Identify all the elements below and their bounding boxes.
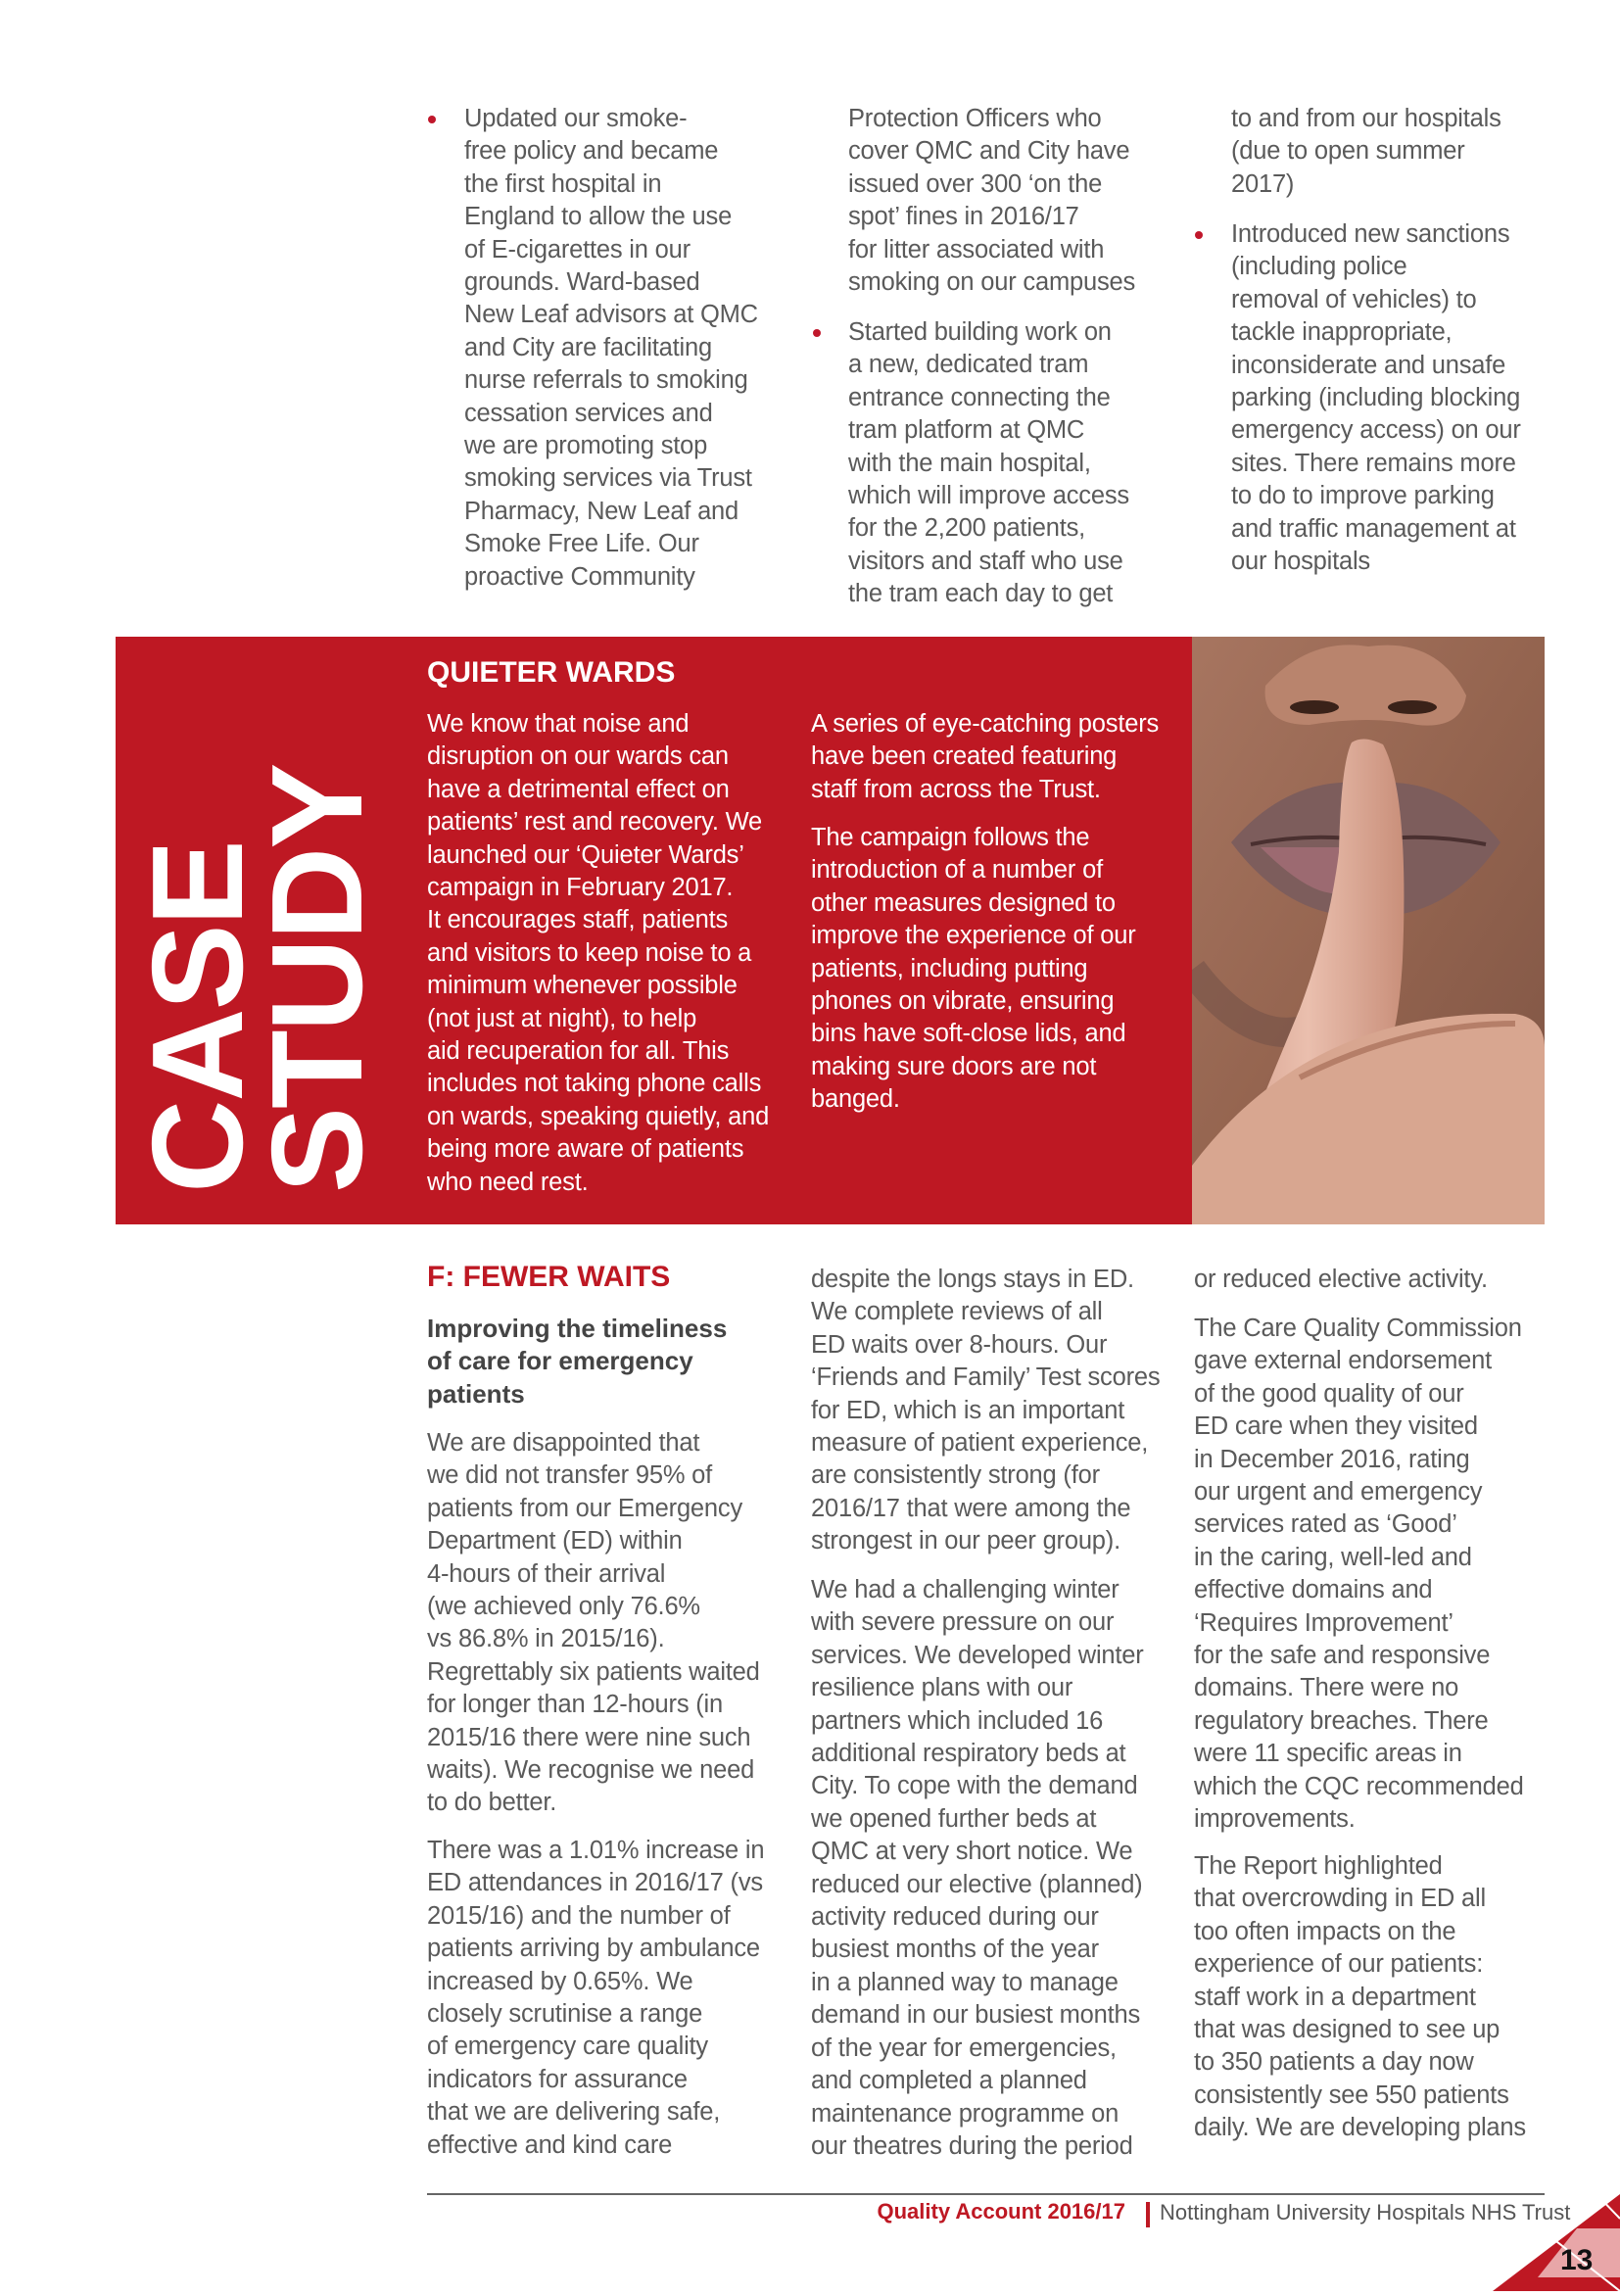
study-label: STUDY bbox=[245, 764, 389, 1193]
text-line: our theatres during the period bbox=[811, 2131, 1133, 2160]
fewer-waits-col3c bbox=[1194, 1850, 1526, 2145]
text-line: Updated our smoke- bbox=[464, 105, 688, 132]
text-line: that overcrowding in ED all bbox=[1194, 1885, 1486, 1913]
text-line: tram platform at QMC bbox=[848, 416, 1085, 445]
text-line: 2015/16 there were nine such bbox=[427, 1723, 751, 1751]
text-line: measure of patient experience, bbox=[811, 1429, 1149, 1458]
text-line: England to allow the use bbox=[464, 203, 733, 231]
text-line: We complete reviews of all bbox=[811, 1298, 1103, 1326]
text-line: patients from our Emergency bbox=[427, 1494, 742, 1522]
text-line: partners which included 16 bbox=[811, 1706, 1104, 1735]
text-line: patients arriving by ambulance bbox=[427, 1935, 760, 1963]
footer-divider bbox=[427, 2193, 1545, 2195]
text-line: It encourages staff, patients bbox=[427, 906, 729, 934]
text-line: of emergency care quality bbox=[427, 2033, 708, 2061]
text-line: ED care when they visited bbox=[1194, 1412, 1478, 1441]
footer-separator bbox=[1146, 2202, 1150, 2227]
text-line: cover QMC and City have bbox=[848, 137, 1130, 166]
text-line: improve the experience of our bbox=[811, 922, 1136, 950]
fewer-waits-col3a bbox=[1194, 1264, 1488, 1296]
text-line: regulatory breaches. There bbox=[1194, 1706, 1489, 1735]
text-line: spot’ fines in 2016/17 bbox=[848, 203, 1079, 231]
fewer-waits-col2a bbox=[811, 1264, 1160, 1558]
text-line: bins have soft-close lids, and bbox=[811, 1020, 1126, 1048]
text-line: and traffic management at bbox=[1231, 514, 1516, 543]
text-line: resilience plans with our bbox=[811, 1674, 1073, 1702]
case-study-title: QUIETER WARDS bbox=[427, 656, 676, 689]
text-line: staff work in a department bbox=[1194, 1983, 1476, 2011]
corner-triangle-graphic bbox=[1459, 2194, 1620, 2296]
case-study-col2b bbox=[811, 822, 1136, 1117]
text-line: indicators for assurance bbox=[427, 2065, 688, 2093]
text-line: for litter associated with bbox=[848, 235, 1105, 263]
text-line: QMC at very short notice. We bbox=[811, 1838, 1133, 1866]
text-line: Regrettably six patients waited bbox=[427, 1657, 760, 1686]
text-line: parking (including blocking bbox=[1231, 384, 1521, 412]
text-line: despite the longs stays in ED. bbox=[811, 1266, 1134, 1293]
text-line: visitors and staff who use bbox=[848, 547, 1123, 575]
text-line: to and from our hospitals bbox=[1231, 105, 1501, 132]
text-line: Department (ED) within bbox=[427, 1527, 683, 1555]
fewer-waits-title: F: FEWER WAITS bbox=[427, 1261, 671, 1293]
text-line: consistently see 550 patients bbox=[1194, 2081, 1509, 2109]
text-line: a new, dedicated tram bbox=[848, 351, 1089, 379]
text-line: with severe pressure on our bbox=[811, 1608, 1115, 1637]
text-line: patients, including putting bbox=[811, 954, 1088, 982]
text-line: who need rest. bbox=[427, 1168, 589, 1196]
text-line: We know that noise and bbox=[427, 710, 690, 738]
smoke-free-paragraph bbox=[464, 103, 758, 594]
text-line: that was designed to see up bbox=[1194, 2016, 1501, 2044]
text-line: increased by 0.65%. We bbox=[427, 1967, 693, 1995]
text-line: being more aware of patients bbox=[427, 1135, 744, 1164]
protection-officers-paragraph bbox=[848, 103, 1135, 299]
text-line: proactive Community bbox=[464, 562, 695, 591]
text-line: (we achieved only 76.6% bbox=[427, 1593, 700, 1621]
text-line: in a planned way to manage bbox=[811, 1968, 1119, 1996]
text-line: disruption on our wards can bbox=[427, 742, 729, 771]
text-line: the first hospital in bbox=[464, 169, 662, 198]
text-line: A series of eye-catching posters bbox=[811, 710, 1160, 738]
text-line: Introduced new sanctions bbox=[1231, 220, 1510, 248]
text-line: to do to improve parking bbox=[1231, 482, 1495, 510]
tram-paragraph bbox=[848, 316, 1129, 611]
fewer-waits-col1a bbox=[427, 1427, 760, 1820]
text-line: vs 86.8% in 2015/16). bbox=[427, 1625, 665, 1653]
text-line: 2017) bbox=[1231, 169, 1295, 198]
footer-organisation: Nottingham University Hospitals NHS Trust bbox=[1160, 2200, 1571, 2224]
text-line: of the good quality of our bbox=[1194, 1379, 1464, 1408]
text-line: 2015/16) and the number of bbox=[427, 1901, 731, 1930]
text-line: aid recuperation for all. This bbox=[427, 1037, 730, 1066]
text-line: other measures designed to bbox=[811, 888, 1116, 917]
text-line: minimum whenever possible bbox=[427, 972, 738, 1000]
text-line: Started building work on bbox=[848, 318, 1112, 346]
text-line: City. To cope with the demand bbox=[811, 1772, 1138, 1800]
text-line: making sure doors are not bbox=[811, 1052, 1097, 1080]
text-line: staff from across the Trust. bbox=[811, 775, 1101, 803]
text-line: which will improve access bbox=[848, 482, 1129, 510]
text-line: 4-hours of their arrival bbox=[427, 1559, 666, 1588]
fewer-waits-subtitle bbox=[427, 1313, 727, 1411]
bullet-icon bbox=[813, 329, 821, 337]
text-line: and visitors to keep noise to a bbox=[427, 938, 752, 967]
text-line: tackle inappropriate, bbox=[1231, 318, 1453, 347]
text-line: services rated as ‘Good’ bbox=[1194, 1510, 1457, 1539]
text-line: Improving the timeliness bbox=[427, 1314, 728, 1343]
text-line: (not just at night), to help bbox=[427, 1004, 697, 1032]
text-line: ED waits over 8-hours. Our bbox=[811, 1330, 1108, 1359]
sanctions-paragraph bbox=[1231, 218, 1521, 578]
text-line: improvements. bbox=[1194, 1805, 1356, 1834]
text-line: grounds. Ward-based bbox=[464, 268, 700, 297]
text-line: (due to open summer bbox=[1231, 137, 1465, 166]
text-line: or reduced elective activity. bbox=[1194, 1266, 1488, 1293]
text-line: The campaign follows the bbox=[811, 824, 1090, 851]
text-line: too often impacts on the bbox=[1194, 1917, 1456, 1945]
text-line: closely scrutinise a range bbox=[427, 2000, 703, 2029]
text-line: domains. There were no bbox=[1194, 1674, 1459, 1702]
page-number: 13 bbox=[1560, 2244, 1594, 2276]
text-line: to 350 patients a day now bbox=[1194, 2048, 1474, 2077]
text-line: and completed a planned bbox=[811, 2067, 1087, 2095]
text-line: Smoke Free Life. Our bbox=[464, 530, 699, 558]
text-line: emergency access) on our bbox=[1231, 416, 1521, 445]
text-line: ‘Requires Improvement’ bbox=[1194, 1608, 1453, 1637]
footer-report-title: Quality Account 2016/17 bbox=[877, 2199, 1125, 2224]
tram-continued-paragraph bbox=[1231, 103, 1501, 201]
text-line: patients bbox=[427, 1378, 525, 1409]
text-line: The Report highlighted bbox=[1194, 1852, 1443, 1880]
text-line: of E-cigarettes in our bbox=[464, 235, 691, 263]
text-line: (including police bbox=[1231, 253, 1407, 281]
text-line: The Care Quality Commission bbox=[1194, 1315, 1522, 1342]
text-line: gave external endorsement bbox=[1194, 1347, 1493, 1375]
text-line: We are disappointed that bbox=[427, 1429, 700, 1457]
text-line: Protection Officers who bbox=[848, 105, 1102, 132]
text-line: entrance connecting the bbox=[848, 383, 1111, 411]
text-line: with the main hospital, bbox=[848, 449, 1091, 477]
text-line: demand in our busiest months bbox=[811, 2001, 1141, 2030]
text-line: nurse referrals to smoking bbox=[464, 366, 748, 395]
text-line: smoking on our campuses bbox=[848, 268, 1136, 297]
text-line: ‘Friends and Family’ Test scores bbox=[811, 1363, 1161, 1392]
text-line: maintenance programme on bbox=[811, 2099, 1120, 2128]
case-study-col1 bbox=[427, 708, 769, 1199]
fewer-waits-col2b bbox=[811, 1574, 1144, 2163]
case-label: CASE bbox=[125, 841, 269, 1193]
text-line: we did not transfer 95% of bbox=[427, 1461, 713, 1490]
text-line: introduction of a number of bbox=[811, 856, 1103, 885]
text-line: daily. We are developing plans bbox=[1194, 2114, 1526, 2142]
text-line: in December 2016, rating bbox=[1194, 1445, 1470, 1473]
shush-photo bbox=[1192, 637, 1545, 1224]
text-line: our urgent and emergency bbox=[1194, 1478, 1483, 1507]
bullet-icon bbox=[1195, 231, 1203, 239]
text-line: strongest in our peer group). bbox=[811, 1527, 1120, 1555]
text-line: Pharmacy, New Leaf and bbox=[464, 497, 739, 525]
text-line: busiest months of the year bbox=[811, 1936, 1099, 1964]
text-line: campaign in February 2017. bbox=[427, 874, 734, 902]
text-line: have a detrimental effect on bbox=[427, 775, 730, 803]
text-line: effective domains and bbox=[1194, 1576, 1433, 1604]
bullet-icon bbox=[428, 116, 436, 123]
case-study-col2a bbox=[811, 708, 1159, 806]
text-line: on wards, speaking quietly, and bbox=[427, 1102, 770, 1130]
text-line: activity reduced during our bbox=[811, 1903, 1099, 1932]
text-line: of the year for emergencies, bbox=[811, 2033, 1117, 2062]
text-line: experience of our patients: bbox=[1194, 1950, 1484, 1979]
text-line: and City are facilitating bbox=[464, 333, 712, 361]
fewer-waits-col1b bbox=[427, 1835, 764, 2162]
text-line: 2016/17 that were among the bbox=[811, 1494, 1131, 1522]
text-line: issued over 300 ‘on the bbox=[848, 169, 1103, 198]
text-line: smoking services via Trust bbox=[464, 464, 752, 493]
text-line: for the safe and responsive bbox=[1194, 1642, 1491, 1670]
text-line: for the 2,200 patients, bbox=[848, 514, 1086, 543]
text-line: There was a 1.01% increase in bbox=[427, 1837, 765, 1864]
text-line: were 11 specific areas in bbox=[1194, 1740, 1462, 1768]
text-line: our hospitals bbox=[1231, 548, 1370, 576]
text-line: cessation services and bbox=[464, 399, 713, 427]
text-line: removal of vehicles) to bbox=[1231, 285, 1477, 313]
text-line: for ED, which is an important bbox=[811, 1396, 1125, 1424]
text-line: ED attendances in 2016/17 (vs bbox=[427, 1869, 763, 1897]
text-line: in the caring, well-led and bbox=[1194, 1543, 1472, 1571]
text-line: are consistently strong (for bbox=[811, 1461, 1100, 1490]
text-line: New Leaf advisors at QMC bbox=[464, 301, 758, 329]
text-line: phones on vibrate, ensuring bbox=[811, 987, 1115, 1016]
text-line: free policy and became bbox=[464, 137, 719, 166]
text-line: of care for emergency bbox=[427, 1346, 693, 1376]
text-line: banged. bbox=[811, 1085, 900, 1114]
text-line: for longer than 12-hours (in bbox=[427, 1691, 723, 1719]
text-line: inconsiderate and unsafe bbox=[1231, 351, 1506, 379]
text-line: additional respiratory beds at bbox=[811, 1740, 1126, 1768]
text-line: waits). We recognise we need bbox=[427, 1756, 755, 1785]
text-line: which the CQC recommended bbox=[1194, 1772, 1524, 1800]
text-line: we are promoting stop bbox=[464, 432, 708, 460]
text-line: that we are delivering safe, bbox=[427, 2098, 721, 2127]
text-line: services. We developed winter bbox=[811, 1641, 1144, 1669]
text-line: includes not taking phone calls bbox=[427, 1070, 762, 1098]
text-line: launched our ‘Quieter Wards’ bbox=[427, 840, 744, 869]
text-line: the tram each day to get bbox=[848, 580, 1114, 608]
text-line: effective and kind care bbox=[427, 2130, 673, 2159]
fewer-waits-col3b bbox=[1194, 1313, 1524, 1837]
text-line: patients’ rest and recovery. We bbox=[427, 808, 762, 837]
text-line: reduced our elective (planned) bbox=[811, 1870, 1143, 1898]
text-line: have been created featuring bbox=[811, 742, 1118, 771]
text-line: We had a challenging winter bbox=[811, 1576, 1120, 1603]
text-line: sites. There remains more bbox=[1231, 449, 1516, 477]
text-line: to do better. bbox=[427, 1789, 557, 1817]
text-line: we opened further beds at bbox=[811, 1804, 1097, 1833]
